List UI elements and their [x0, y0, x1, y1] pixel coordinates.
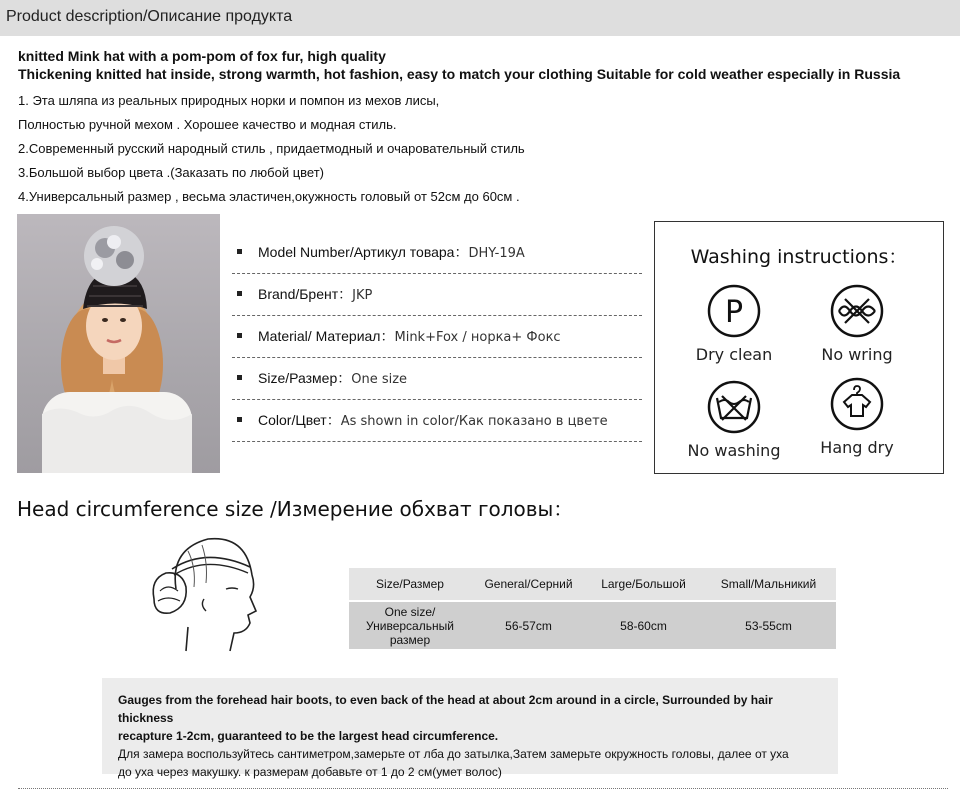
hang-dry-icon [830, 377, 884, 431]
spec-label: Brand/Брент： [258, 286, 353, 302]
spec-value: DHY-19A [468, 246, 525, 261]
spec-row-color [232, 400, 642, 442]
bullet [237, 417, 242, 422]
wash-item-hang-dry [797, 377, 917, 457]
intro-line: knitted Mink hat with a pom-pom of fox fur, high quality [18, 48, 386, 64]
head-circumference-title: Head circumference size /Измерение обхват головы： [17, 497, 574, 521]
table-header: General/Серний [471, 568, 586, 601]
product-photo [17, 214, 220, 473]
bullet [237, 249, 242, 254]
head-measure-sketch [146, 527, 271, 667]
intro-line: Thickening knitted hat inside, strong warmth, hot fashion, easy to match your clothing Suitable for cold weather especially in Russia [18, 66, 901, 82]
spec-item [258, 326, 561, 346]
table-header: Small/Мальникий [701, 568, 836, 601]
feature-list [18, 93, 525, 213]
feature-item: 3.Большой выбор цвета .(Заказать по любой цвет) [18, 165, 325, 180]
wash-item-no-washing [674, 380, 794, 460]
spec-item [258, 284, 372, 304]
wash-item-no-wring [797, 284, 917, 364]
spec-row-brand [232, 274, 642, 316]
spec-label: Size/Размер： [258, 370, 352, 386]
spec-value: JKP [352, 288, 373, 303]
table-header: Size/Размер [349, 568, 471, 601]
svg-text:P: P [724, 295, 744, 330]
feature-item: Полностью ручной мехом . Хорошее качество и модная стиль. [18, 117, 397, 132]
table-cell: 58-60cm [586, 601, 701, 649]
table-header: Large/Большой [586, 568, 701, 601]
wash-label: No washing [687, 441, 781, 460]
bullet [237, 375, 242, 380]
wash-label: Dry clean [695, 345, 773, 364]
size-name: One size/ Универсальный размер [366, 604, 454, 647]
table-cell: 53-55cm [701, 601, 836, 649]
wash-label: No wring [821, 345, 893, 364]
spec-label: Color/Цвет： [258, 412, 341, 428]
washing-title: Washing instructions： [690, 246, 908, 268]
table-header-row [349, 568, 836, 601]
washing-instructions-box [654, 221, 944, 474]
spec-label: Material/ Материал： [258, 328, 395, 344]
spec-item [258, 368, 407, 388]
bullet [237, 333, 242, 338]
wash-label: Hang dry [820, 438, 894, 457]
no-washing-icon [707, 380, 761, 434]
note-line: recapture 1-2cm, guaranteed to be the largest head circumference. [118, 729, 499, 743]
spec-label: Model Number/Артикул товара： [258, 244, 469, 260]
spec-item [258, 242, 525, 262]
spec-row-size [232, 358, 642, 400]
table-cell [349, 601, 471, 649]
divider [18, 788, 948, 789]
spec-value: As shown in color/Как показано в цвете [340, 414, 608, 429]
bullet [237, 291, 242, 296]
note-line: Gauges from the forehead hair boots, to even back of the head at about 2cm around in a circle, Surrounded by hair thickness [118, 693, 773, 725]
spec-row-material [232, 316, 642, 358]
spec-row-model [232, 232, 642, 274]
note-line: до уха через макушку. к размерам добавьте от 1 до 2 см(умет волос) [118, 765, 502, 779]
size-table [349, 568, 836, 649]
spec-list [232, 232, 642, 442]
table-row [349, 601, 836, 649]
spec-value: Mink+Fox / норка+ Фокс [394, 330, 561, 345]
measurement-note [102, 678, 838, 779]
no-wring-icon [830, 284, 884, 338]
table-cell: 56-57cm [471, 601, 586, 649]
model-wearing-hat-image [17, 214, 220, 473]
spec-item [258, 410, 608, 430]
wash-item-dry-clean [674, 284, 794, 364]
feature-item: 1. Эта шляпа из реальных природных норки и помпон из мехов лисы, [18, 93, 440, 108]
header-bar [0, 0, 960, 36]
feature-item: 4.Универсальный размер , весьма эластичен,окужность головый от 52см до 60см . [18, 189, 520, 204]
feature-item: 2.Современный русский народный стиль , придаетмодный и очаровательный стиль [18, 141, 525, 156]
page-title: Product description/Описание продукта [6, 8, 293, 25]
spec-value: One size [351, 372, 408, 387]
head-sketch-image [146, 527, 271, 662]
note-line: Для замера воспользуйтесь сантиметром,замерьте от лба до затылка,Затем замерьте окружность головы, далее от уха [118, 747, 789, 761]
intro-text [18, 47, 900, 83]
dry-clean-icon [707, 284, 761, 338]
